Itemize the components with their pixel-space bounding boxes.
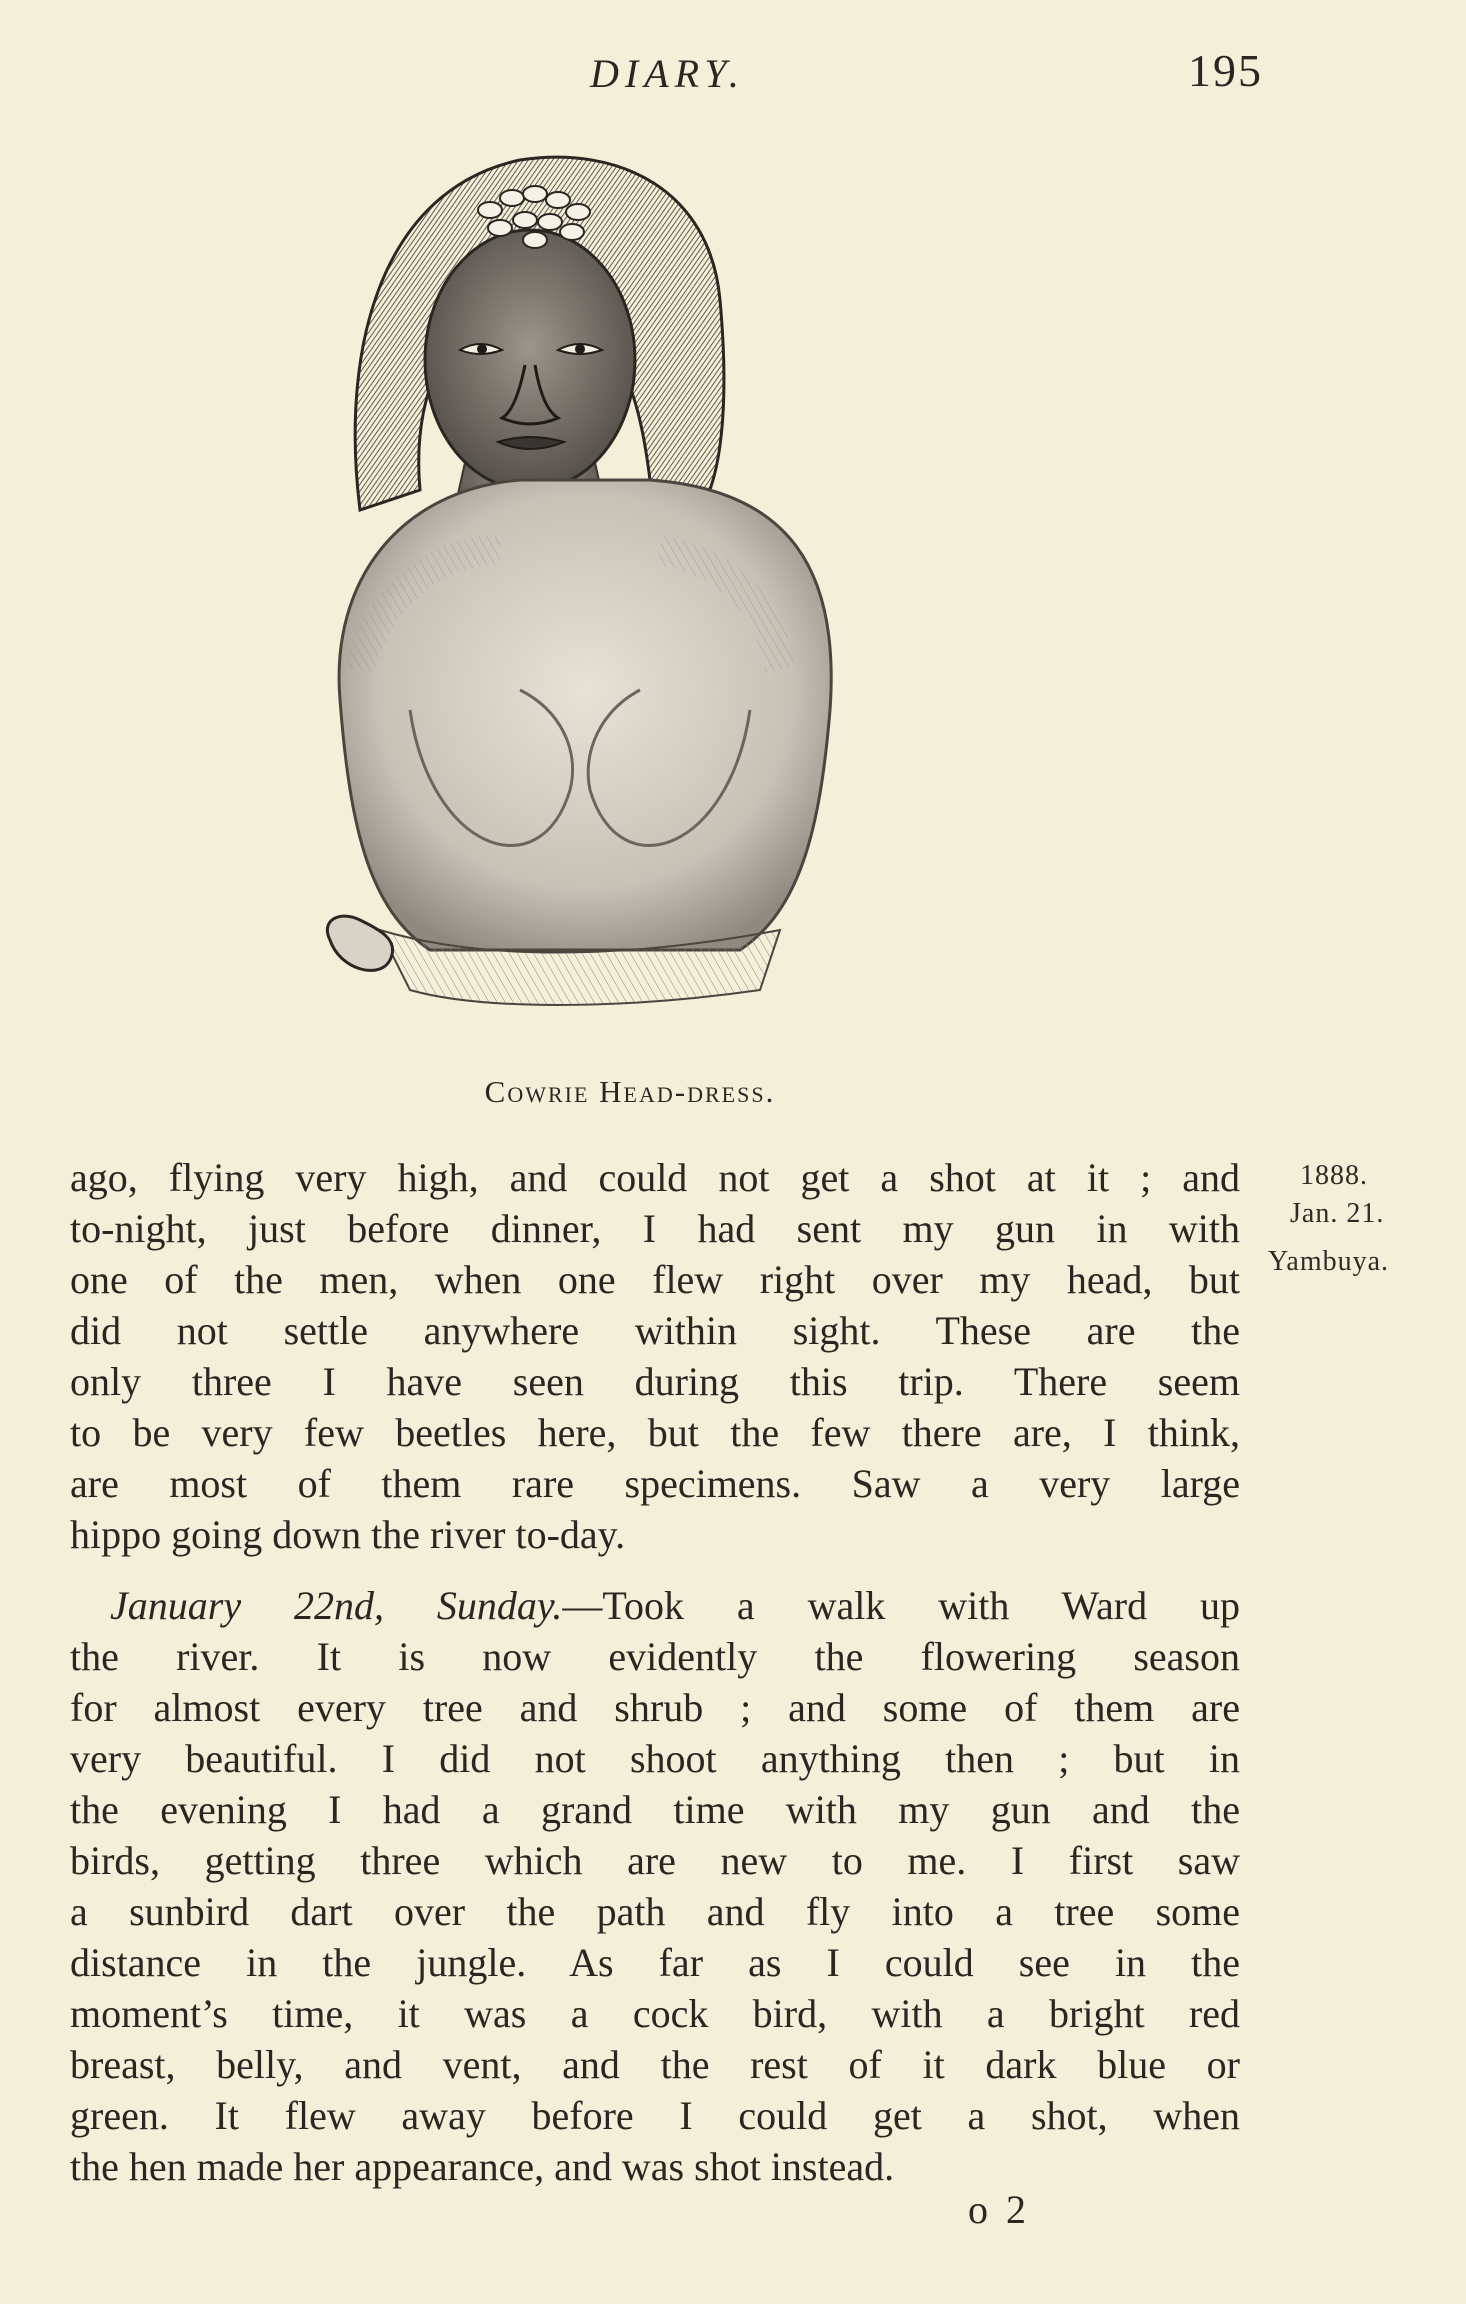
signature-mark: o 2 (968, 2187, 1030, 2232)
text-line-first (70, 1580, 1240, 1631)
text-line: did not settle anywhere within sight. These are the (70, 1308, 1240, 1353)
portrait-illustration (320, 150, 1000, 1030)
paragraph-2 (70, 1580, 1240, 2192)
entry-date: January 22nd, Sunday. (110, 1583, 563, 1628)
text-line: are most of them rare specimens. Saw a very large (70, 1461, 1240, 1506)
running-title: DIARY. (590, 51, 745, 96)
text-line: the river. It is now evidently the flowering season (70, 1634, 1240, 1679)
figure-caption: Cowrie Head-dress. (484, 1074, 776, 1109)
text-line: breast, belly, and vent, and the rest of it dark blue or (70, 2042, 1240, 2087)
text-line: the hen made her appearance, and was shot instead. (70, 2144, 895, 2189)
text-line: to-night, just before dinner, I had sent my gun in with (70, 1206, 1240, 1251)
text-line: for almost every tree and shrub ; and some of them are (70, 1685, 1240, 1730)
text-line: birds, getting three which are new to me. I first saw (70, 1838, 1240, 1883)
text-line: the evening I had a grand time with my gun and the (70, 1787, 1240, 1832)
text-line: hippo going down the river to-day. (70, 1512, 626, 1557)
text-line: only three I have seen during this trip. There seem (70, 1359, 1240, 1404)
paragraph-1 (70, 1152, 1240, 1560)
margin-note-year: 1888. (1300, 1160, 1368, 1191)
page-number: 195 (1188, 45, 1263, 96)
text-line: ago, flying very high, and could not get a shot at it ; and (70, 1155, 1240, 1200)
text-line: green. It flew away before I could get a shot, when (70, 2093, 1240, 2138)
margin-note-place: Yambuya. (1268, 1246, 1390, 1277)
text-line: distance in the jungle. As far as I could see in the (70, 1940, 1240, 1985)
text-line: to be very few beetles here, but the few there are, I think, (70, 1410, 1240, 1455)
margin-note-date: Jan. 21. (1290, 1198, 1385, 1229)
text-line: very beautiful. I did not shoot anything then ; but in (70, 1736, 1240, 1781)
text-line: one of the men, when one flew right over my head, but (70, 1257, 1240, 1302)
text-line: a sunbird dart over the path and fly into a tree some (70, 1889, 1240, 1934)
text-line: moment’s time, it was a cock bird, with a bright red (70, 1991, 1240, 2036)
entry-opening: —Took a walk with Ward up (562, 1583, 1241, 1628)
